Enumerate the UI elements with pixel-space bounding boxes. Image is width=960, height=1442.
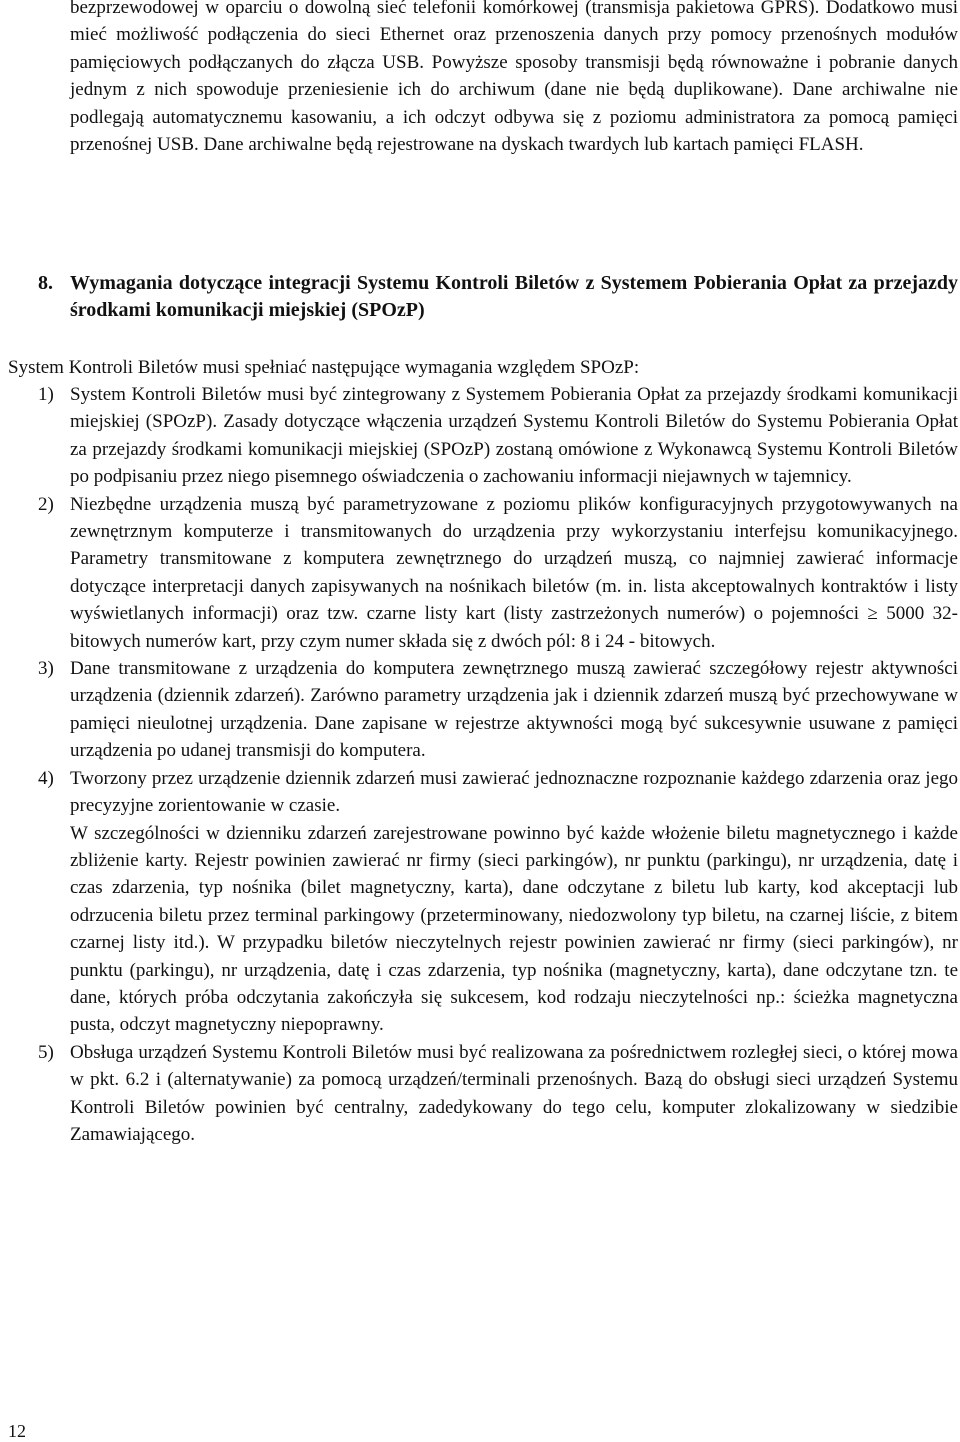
section-title: Wymagania dotyczące integracji Systemu Kontroli Biletów z Systemem Pobierania Opłat za przejazdy środkami komunikacji miejskiej (SPOzP) [70,272,958,321]
page-number: 12 [8,1421,26,1441]
list-item-text: System Kontroli Biletów musi być zintegrowany z Systemem Pobierania Opłat za przejazdy środkami komunikacji miejskiej (SPOzP). Zasady dotyczące włączenia urządzeń Systemu Kontroli Biletów do Systemu Pobierania Opłat za przejazdy środkami komunikacji miejskiej (SPOzP) zostaną omówione z Wykonawcą Systemu Kontroli Biletów po podpisaniu przez niego pisemnego oświadczenia o zachowaniu informacji niejawnych w tajemnicy. [70,384,958,488]
list-item-text: Dane transmitowane z urządzenia do komputera zewnętrznego muszą zawierać szczegółowy rejestr aktywności urządzenia (dziennik zdarzeń). Zarówno parametry urządzenia jak i dziennik zdarzeń muszą być przechowywane w pamięci nieulotnej urządzenia. Dane zapisane w rejestrze aktywności mogą być sukcesywnie usuwane z pamięci urządzenia po udanej transmisji do komputera. [70,658,958,762]
list-item-marker: 5) [38,1041,54,1063]
requirements-list [8,381,958,1148]
section-heading [8,270,958,324]
intro-paragraph: bezprzewodowej w oparciu o dowolną sieć telefonii komórkowej (transmisja pakietowa GPRS). Dodatkowo musi mieć możliwość podłączenia do sieci Ethernet oraz przenoszenia danych przy pomocy przenośnych modułów pamięciowych podłączanych do złącza USB. Powyższe sposoby transmisji będą równoważne i pobranie danych jednym z nich spowoduje przeniesienie ich do archiwum (dane nie będą duplikowane). Dane archiwalne nie podlegają automatycznemu kasowaniu, a ich odczyt odbywa się z poziomu administratora za pomocą pamięci przenośnej USB. Dane archiwalne będą rejestrowane na dyskach twardych lub kartach pamięci FLASH. [70,0,958,156]
section-number: 8. [38,272,53,294]
list-item-text: Tworzony przez urządzenie dziennik zdarzeń musi zawierać jednoznaczne rozpoznanie każdego zdarzenia oraz jego precyzyjne zorientowanie w czasie. [70,767,958,817]
list-item-text-continued: W szczególności w dzienniku zdarzeń zarejestrowane powinno być każde włożenie biletu magnetycznego i każde zbliżenie karty. Rejestr powinien zawierać nr firmy (sieci parkingów), nr punktu (parkingu), nr urządzenia, datę i czas zdarzenia, typ nośnika (bilet magnetyczny, karta), dane odczytane z biletu lub karty, kod akceptacji lub odrzucenia biletu przez terminal parkingowy (przeterminowany, niedozwolony typ biletu, na czarnej liście, z bitem czarnej listy itd.). W przypadku biletów nieczytelnych rejestr powinien zawierać nr firmy (sieci parkingów), nr punktu (parkingu), nr urządzenia, datę i czas zdarzenia, typ nośnika (magnetyczny, karta), dane odczytane tzn. te dane, których próba odczytania zakończyła się sukcesem, kod rodzaju nieczytelności np.: ścieżka magnetyczna pusta, odczyt magnetyczny niepoprawny. [70,822,958,1036]
list-item-marker: 4) [38,767,54,789]
lead-sentence: System Kontroli Biletów musi spełniać następujące wymagania względem SPOzP: [8,357,640,378]
list-item [8,655,958,765]
list-item [8,765,958,1039]
list-item [8,381,958,491]
list-item-text: Niezbędne urządzenia muszą być parametryzowane z poziomu plików konfiguracyjnych przygotowywanych na zewnętrznym komputerze i transmitowanych do urządzenia przy wykorzystaniu interfejsu komunikacyjnego. Parametry transmitowane z komputera zewnętrznego do urządzeń muszą, co najmniej zawierać informacje dotyczące interpretacji danych zapisywanych na nośnikach biletów (m. in. lista akceptowalnych kontraktów i listy wyświetlanych informacji) oraz tzw. czarne listy kart (listy zastrzeżonych numerów) o pojemności ≥ 5000 32-bitowych numerów kart, przy czym numer składa się z dwóch pól: 8 i 24 - bitowych. [70,493,958,652]
list-item-marker: 3) [38,658,54,680]
list-item-text: Obsługa urządzeń Systemu Kontroli Biletów musi być realizowana za pośrednictwem rozległej sieci, o której mowa w pkt. 6.2 i (alternatywanie) za pomocą urządzeń/terminali przenośnych. Bazą do obsługi sieci urządzeń Systemu Kontroli Biletów powinien być centralny, zadedykowany do tego celu, komputer zlokalizowany w siedzibie Zamawiającego. [70,1041,958,1145]
list-item-marker: 2) [38,493,54,515]
list-item [8,491,958,655]
list-item-marker: 1) [38,384,54,405]
list-item-body [70,765,958,1039]
list-item [8,1039,958,1149]
